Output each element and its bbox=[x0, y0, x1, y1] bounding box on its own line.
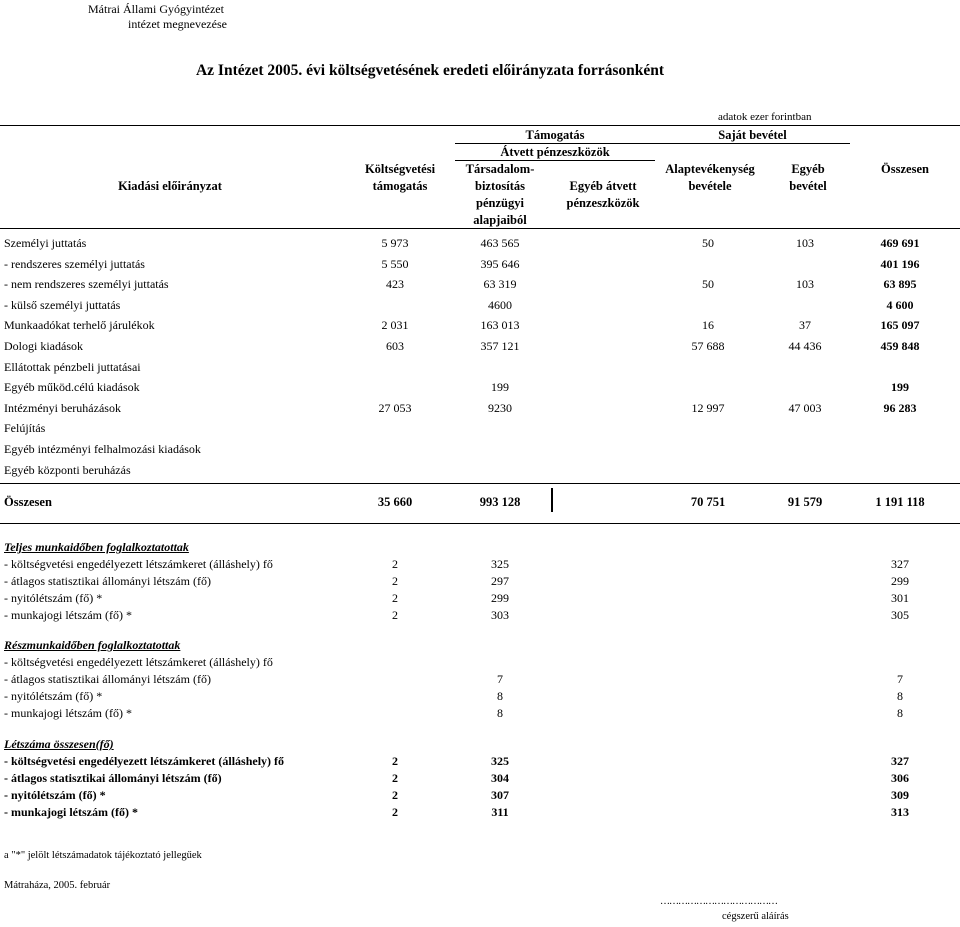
total-tb: 993 128 bbox=[479, 495, 521, 509]
table-row bbox=[0, 398, 960, 418]
table-row bbox=[0, 274, 960, 294]
cell-koltsegvetesi: 423 bbox=[386, 277, 404, 292]
footnote: a "*" jelölt létszámadatok tájékoztató jellegűek bbox=[4, 850, 202, 861]
staff-tb: 8 bbox=[497, 689, 503, 703]
staff-ossz: 313 bbox=[891, 805, 909, 819]
row-label: - külső személyi juttatás bbox=[4, 297, 121, 312]
staff-kt: 2 bbox=[392, 557, 398, 571]
place-date: Mátraháza, 2005. február bbox=[4, 880, 111, 891]
cell-tarsadalom: 357 121 bbox=[480, 339, 520, 353]
table-row bbox=[0, 439, 960, 459]
staff-kt: 2 bbox=[392, 771, 398, 785]
header-egyeb-atvett: Egyéb átvett pénzeszközök bbox=[566, 179, 640, 210]
staff-kt: 2 bbox=[392, 805, 398, 819]
total-kt: 35 660 bbox=[377, 495, 413, 509]
cell-alaptev: 50 bbox=[702, 277, 714, 292]
staff-tb: 297 bbox=[491, 574, 509, 588]
total-al: 70 751 bbox=[690, 495, 726, 509]
row-label: Egyéb központi beruházás bbox=[4, 462, 131, 477]
header-sajat: Saját bevétel bbox=[718, 128, 787, 142]
row-label: - rendszeres személyi juttatás bbox=[4, 256, 145, 271]
staff-label: - nyitólétszám (fő) * bbox=[4, 788, 106, 802]
staff-section-heading-row bbox=[0, 736, 960, 753]
staff-ossz: 301 bbox=[891, 591, 909, 605]
staff-tb: 299 bbox=[491, 591, 509, 605]
table-row bbox=[0, 418, 960, 438]
cell-osszesen: 165 097 bbox=[880, 318, 920, 333]
cell-osszesen: 459 848 bbox=[880, 339, 920, 353]
table-row bbox=[0, 295, 960, 315]
total-top-rule bbox=[0, 483, 960, 484]
staff-row bbox=[0, 573, 960, 590]
staff-ossz: 327 bbox=[891, 557, 909, 571]
staff-label: - munkajogi létszám (fő) * bbox=[4, 805, 138, 819]
staff-tb: 303 bbox=[491, 608, 509, 622]
row-label: Személyi juttatás bbox=[4, 236, 87, 250]
staff-ossz: 299 bbox=[891, 574, 909, 588]
row-label: Ellátottak pénzbeli juttatásai bbox=[4, 359, 141, 374]
row-label: Munkaadókat terhelő járulékok bbox=[4, 318, 155, 333]
total-bottom-rule bbox=[0, 523, 960, 524]
staff-label: - átlagos statisztikai állományi létszám (fő) bbox=[4, 771, 222, 785]
table-row bbox=[0, 357, 960, 377]
staff-label: - átlagos statisztikai állományi létszám (fő) bbox=[4, 672, 211, 686]
table-row bbox=[0, 233, 960, 253]
unit-note: adatok ezer forintban bbox=[718, 111, 812, 123]
institution-name: Mátrai Állami Gyógyintézet bbox=[88, 2, 224, 16]
total-ossz: 1 191 118 bbox=[875, 495, 925, 509]
staff-section-heading: Teljes munkaidőben foglalkoztatottak bbox=[4, 540, 189, 554]
total-row bbox=[0, 492, 960, 512]
table-row bbox=[0, 460, 960, 480]
cell-egyeb-bevetel: 103 bbox=[796, 277, 814, 292]
cell-alaptev: 16 bbox=[702, 318, 714, 333]
staff-section-heading: Létszáma összesen(fő) bbox=[4, 737, 114, 751]
cell-osszesen: 63 895 bbox=[883, 277, 917, 292]
cell-alaptev: 57 688 bbox=[691, 339, 725, 353]
staff-tb: 7 bbox=[497, 672, 503, 686]
row-label: - nem rendszeres személyi juttatás bbox=[4, 277, 169, 292]
cell-alaptev: 12 997 bbox=[691, 400, 725, 415]
cell-osszesen: 401 196 bbox=[880, 256, 920, 271]
staff-row bbox=[0, 654, 960, 671]
row-label: Egyéb működ.célú kiadások bbox=[4, 380, 140, 395]
staff-label: - költségvetési engedélyezett létszámkeret (álláshely) fő bbox=[4, 655, 273, 669]
staff-tb: 325 bbox=[491, 557, 509, 571]
cell-egyeb-bevetel: 103 bbox=[796, 236, 814, 250]
staff-label: - nyitólétszám (fő) * bbox=[4, 591, 103, 605]
page-title: Az Intézet 2005. évi költségvetésének eredeti előirányzata forrásonként bbox=[195, 62, 665, 79]
header-atvett: Átvett pénzeszközök bbox=[500, 145, 610, 159]
cell-tarsadalom: 4600 bbox=[488, 297, 512, 312]
cell-osszesen: 469 691 bbox=[880, 236, 920, 250]
total-label: Összesen bbox=[4, 495, 52, 509]
staff-ossz: 327 bbox=[891, 754, 909, 768]
header-tamogatas: Támogatás bbox=[525, 128, 585, 142]
staff-row bbox=[0, 753, 960, 770]
cell-koltsegvetesi: 5 550 bbox=[381, 256, 409, 271]
cell-tarsadalom: 395 646 bbox=[480, 256, 520, 271]
staff-row bbox=[0, 671, 960, 688]
cell-tarsadalom: 199 bbox=[491, 380, 509, 395]
header-kiadasi: Kiadási előirányzat bbox=[118, 179, 222, 193]
staff-tb: 325 bbox=[491, 754, 509, 768]
staff-ossz: 309 bbox=[891, 788, 909, 802]
row-label: Felújítás bbox=[4, 421, 46, 436]
staff-label: - költségvetési engedélyezett létszámkeret (álláshely) fő bbox=[4, 557, 273, 571]
staff-kt: 2 bbox=[392, 754, 398, 768]
cell-egyeb-bevetel: 47 003 bbox=[788, 400, 822, 415]
staff-ossz: 7 bbox=[897, 672, 903, 686]
staff-tb: 8 bbox=[497, 706, 503, 720]
staff-row bbox=[0, 705, 960, 722]
table-row bbox=[0, 336, 960, 356]
staff-row bbox=[0, 770, 960, 787]
staff-row bbox=[0, 688, 960, 705]
staff-kt: 2 bbox=[392, 608, 398, 622]
signature-caption: cégszerű aláírás bbox=[722, 911, 789, 922]
staff-row bbox=[0, 607, 960, 624]
cell-tarsadalom: 63 319 bbox=[483, 277, 517, 292]
staff-label: - nyitólétszám (fő) * bbox=[4, 689, 103, 703]
row-label: Egyéb intézményi felhalmozási kiadások bbox=[4, 442, 201, 456]
staff-label: - átlagos statisztikai állományi létszám (fő) bbox=[4, 574, 211, 588]
row-label: Dologi kiadások bbox=[4, 339, 83, 353]
staff-section-heading: Részmunkaidőben foglalkoztatottak bbox=[4, 638, 181, 652]
total-eb: 91 579 bbox=[787, 495, 823, 509]
staff-tb: 311 bbox=[491, 805, 509, 819]
cell-koltsegvetesi: 603 bbox=[386, 339, 404, 353]
header-osszesen: Összesen bbox=[881, 162, 929, 176]
staff-ossz: 8 bbox=[897, 689, 903, 703]
staff-tb: 307 bbox=[491, 788, 509, 802]
header-tarsadalom: Társadalom- biztosítás pénzügyi alapjaiból bbox=[465, 162, 535, 227]
staff-kt: 2 bbox=[392, 788, 398, 802]
cell-osszesen: 96 283 bbox=[883, 400, 917, 415]
staff-row bbox=[0, 804, 960, 821]
cell-tarsadalom: 163 013 bbox=[480, 318, 520, 333]
cell-tarsadalom: 463 565 bbox=[480, 236, 520, 250]
staff-kt: 2 bbox=[392, 591, 398, 605]
staff-ossz: 305 bbox=[891, 608, 909, 622]
staff-row bbox=[0, 590, 960, 607]
staff-label: - munkajogi létszám (fő) * bbox=[4, 608, 132, 622]
cell-tarsadalom: 9230 bbox=[488, 400, 512, 415]
staff-label: - munkajogi létszám (fő) * bbox=[4, 706, 132, 720]
row-label: Intézményi beruházások bbox=[4, 400, 121, 415]
header-alaptev: Alaptevékenység bevétele bbox=[665, 162, 755, 193]
staff-kt: 2 bbox=[392, 574, 398, 588]
cell-egyeb-bevetel: 44 436 bbox=[788, 339, 822, 353]
cell-osszesen: 4 600 bbox=[886, 297, 914, 312]
header-top-rule bbox=[0, 125, 960, 126]
cell-koltsegvetesi: 2 031 bbox=[381, 318, 409, 333]
header-koltsegvetesi: Költségvetési támogatás bbox=[364, 162, 436, 193]
cell-egyeb-bevetel: 37 bbox=[799, 318, 811, 333]
staff-ossz: 306 bbox=[891, 771, 909, 785]
staff-ossz: 8 bbox=[897, 706, 903, 720]
table-row bbox=[0, 254, 960, 274]
staff-section-heading-row bbox=[0, 637, 960, 654]
staff-label: - költségvetési engedélyezett létszámkeret (álláshely) fő bbox=[4, 754, 285, 768]
header-egyeb-bevetel: Egyéb bevétel bbox=[789, 162, 827, 193]
table-row bbox=[0, 315, 960, 335]
staff-tb: 304 bbox=[491, 771, 509, 785]
institution-caption: intézet megnevezése bbox=[128, 17, 227, 31]
cell-alaptev: 50 bbox=[702, 236, 714, 250]
staff-row bbox=[0, 787, 960, 804]
cell-koltsegvetesi: 27 053 bbox=[378, 400, 412, 415]
staff-row bbox=[0, 556, 960, 573]
table-row bbox=[0, 377, 960, 397]
staff-section-heading-row bbox=[0, 539, 960, 556]
signature-line: ………………………………… bbox=[660, 896, 777, 907]
cell-osszesen: 199 bbox=[891, 380, 909, 395]
cell-koltsegvetesi: 5 973 bbox=[381, 236, 409, 250]
